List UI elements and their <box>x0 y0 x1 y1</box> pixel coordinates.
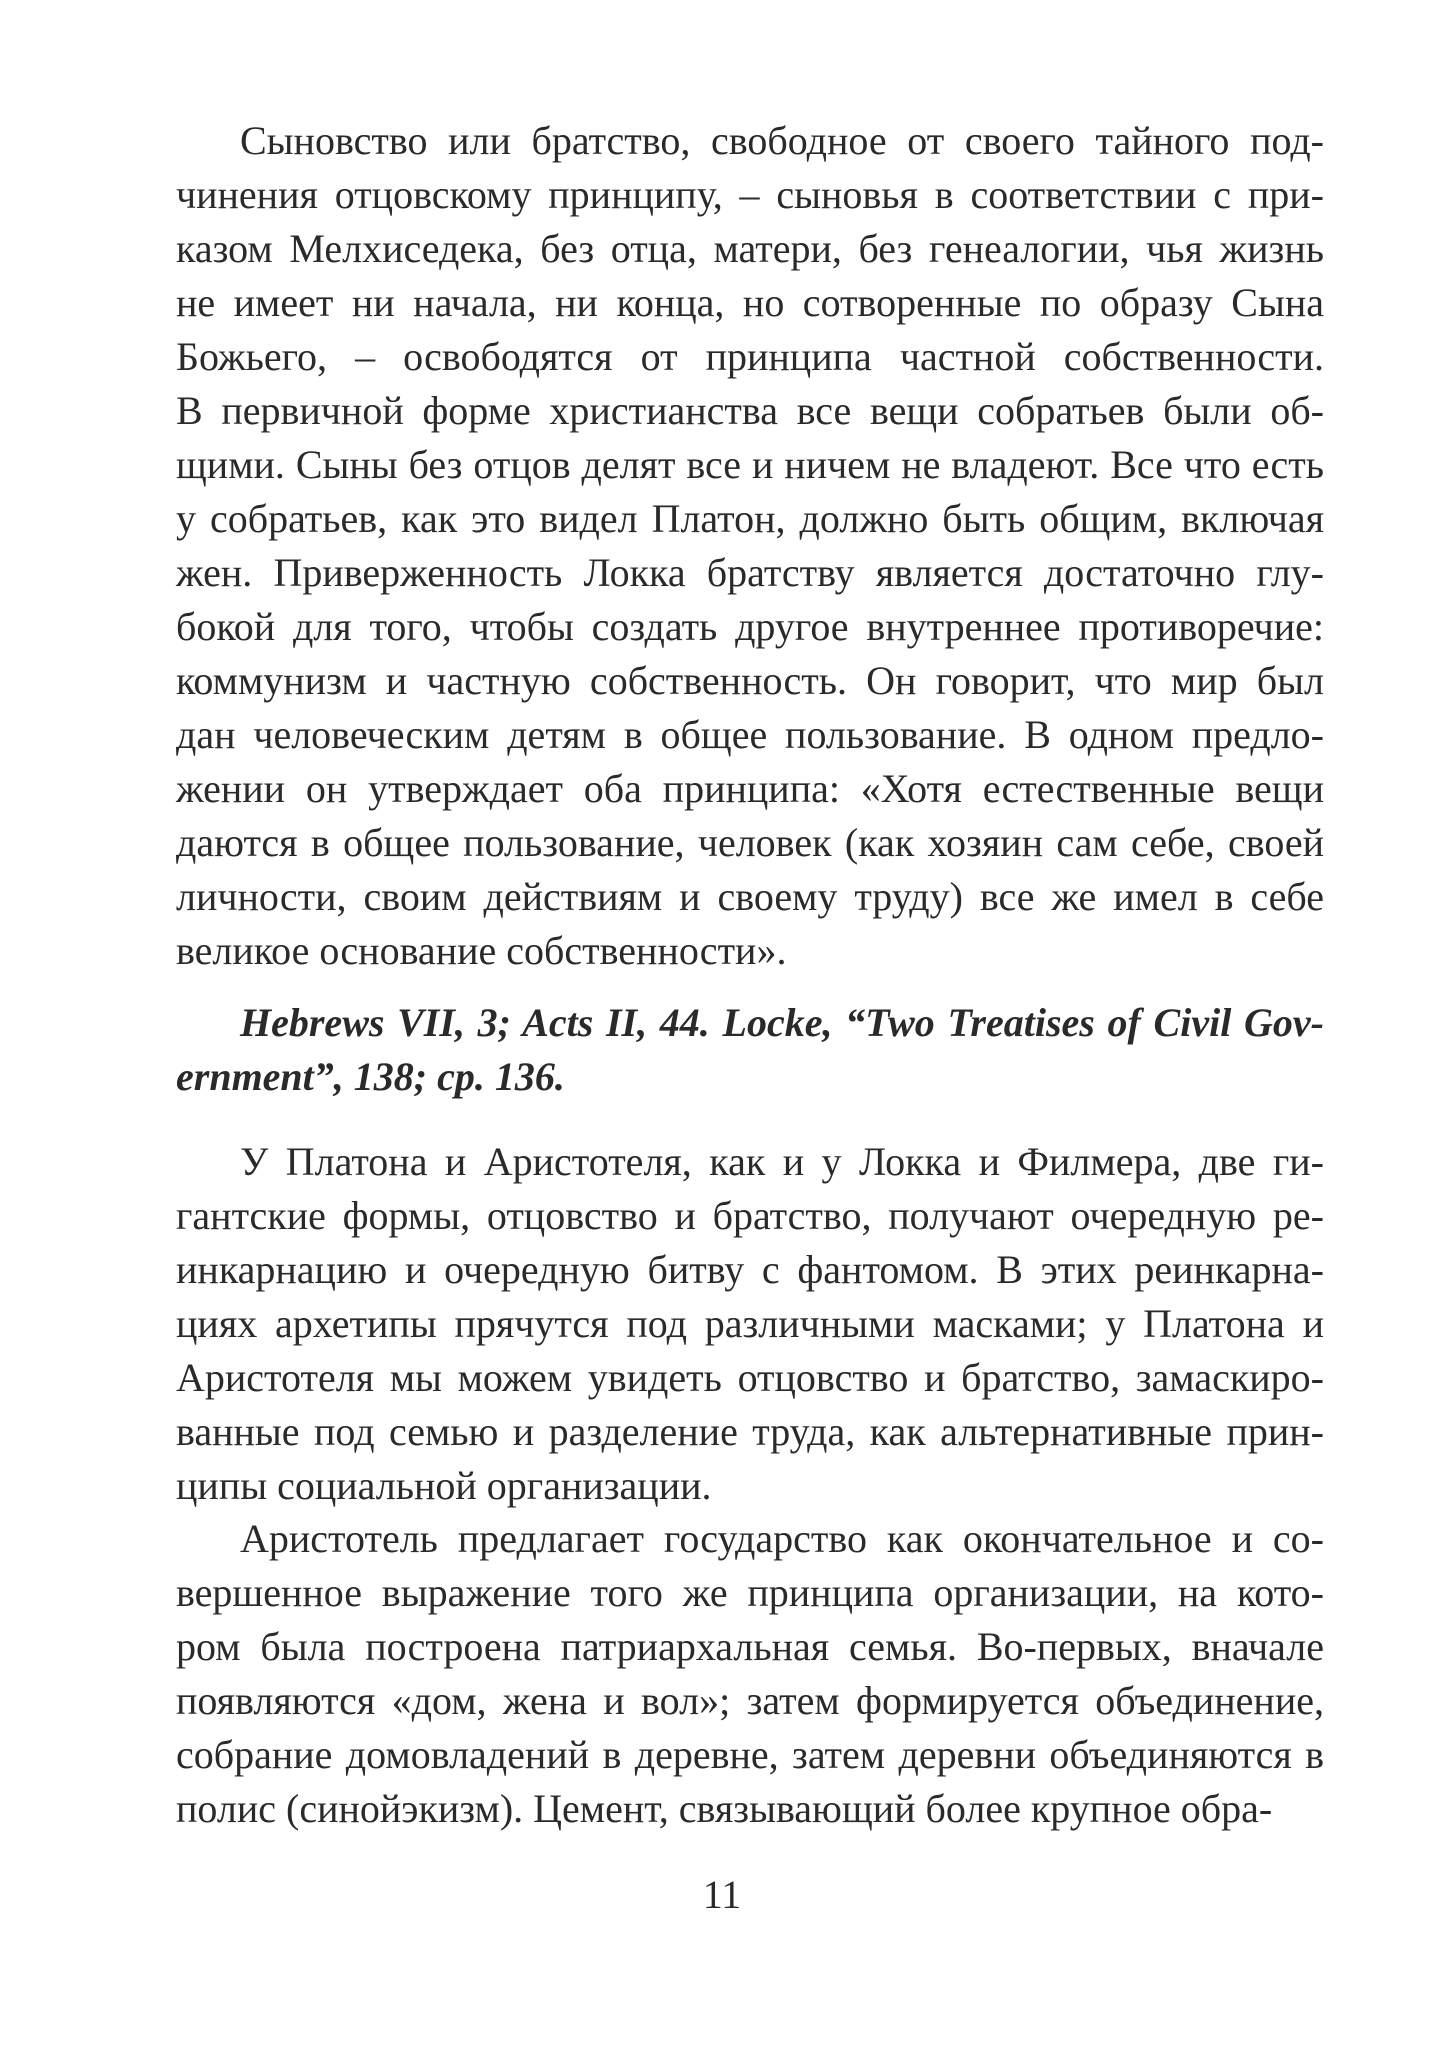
paragraph3-line: полис (синойэкизм). Цемент, связывающий более крупное обра- <box>176 1786 1273 1831</box>
paragraph-3 <box>176 1512 1324 1836</box>
paragraph1-line: В первичной форме христианства все вещи собратьев были об- <box>176 388 1324 433</box>
paragraph1-line: не имеет ни начала, ни конца, но сотворенные по образу Сына <box>176 280 1324 325</box>
paragraph1-line: бокой для того, чтобы создать другое внутреннее противоречие: <box>176 604 1324 649</box>
paragraph1-line: даются в общее пользование, человек (как хозяин сам себе, своей <box>176 820 1324 865</box>
citation-line: ernment”, 138; cp. 136. <box>176 1054 565 1099</box>
paragraph-1 <box>176 114 1324 978</box>
paragraph2-line: ванные под семью и разделение труда, как альтернативные прин- <box>176 1409 1324 1454</box>
paragraph1-line: коммунизм и частную собственность. Он говорит, что мир был <box>176 658 1324 703</box>
paragraph1-line: Божьего, – освободятся от принципа частной собственности. <box>176 334 1324 379</box>
paragraph3-line: появляются «дом, жена и вол»; затем формируется объединение, <box>176 1678 1324 1723</box>
paragraph3-line: вершенное выражение того же принципа организации, на кото- <box>176 1570 1324 1615</box>
paragraph1-line: Сыновство или братство, свободное от своего тайного под- <box>240 118 1324 163</box>
paragraph2-line: Аристотеля мы можем увидеть отцовство и братство, замаскиро- <box>176 1355 1324 1400</box>
paragraph1-line: великое основание собственности». <box>176 928 787 973</box>
paragraph2-line: У Платона и Аристотеля, как и у Локка и Филмера, две ги- <box>240 1139 1324 1184</box>
paragraph1-line: у собратьев, как это видел Платон, должно быть общим, включая <box>176 496 1324 541</box>
paragraph3-line: собрание домовладений в деревне, затем деревни объединяются в <box>176 1732 1324 1777</box>
citation <box>176 996 1324 1104</box>
paragraph-2 <box>176 1135 1324 1513</box>
paragraph1-line: щими. Сыны без отцов делят все и ничем не владеют. Все что есть <box>176 442 1324 487</box>
paragraph1-line: личности, своим действиям и своему труду) все же имел в себе <box>176 874 1324 919</box>
paragraph1-line: жении он утверждает оба принципа: «Хотя естественные вещи <box>176 766 1324 811</box>
paragraph3-line: Аристотель предлагает государство как окончательное и со- <box>240 1516 1324 1561</box>
paragraph1-line: жен. Приверженность Локка братству является достаточно глу- <box>176 550 1324 595</box>
paragraph2-line: гантские формы, отцовство и братство, получают очередную ре- <box>176 1193 1324 1238</box>
page-number: 11 <box>702 1872 742 1917</box>
paragraph2-line: циях архетипы прячутся под различными масками; у Платона и <box>176 1301 1324 1346</box>
paragraph3-line: ром была построена патриархальная семья. Во-первых, вначале <box>176 1624 1324 1669</box>
paragraph1-line: дан человеческим детям в общее пользование. В одном предло- <box>176 712 1324 757</box>
paragraph1-line: казом Мелхиседека, без отца, матери, без генеалогии, чья жизнь <box>176 226 1324 271</box>
paragraph2-line: ципы социальной организации. <box>176 1463 712 1508</box>
paragraph1-line: чинения отцовскому принципу, – сыновья в соответствии с при- <box>176 172 1324 217</box>
paragraph2-line: инкарнацию и очередную битву с фантомом. В этих реинкарна- <box>176 1247 1324 1292</box>
citation-line: Hebrews VII, 3; Acts II, 44. Locke, “Two Treatises of Civil Gov- <box>240 1000 1324 1045</box>
